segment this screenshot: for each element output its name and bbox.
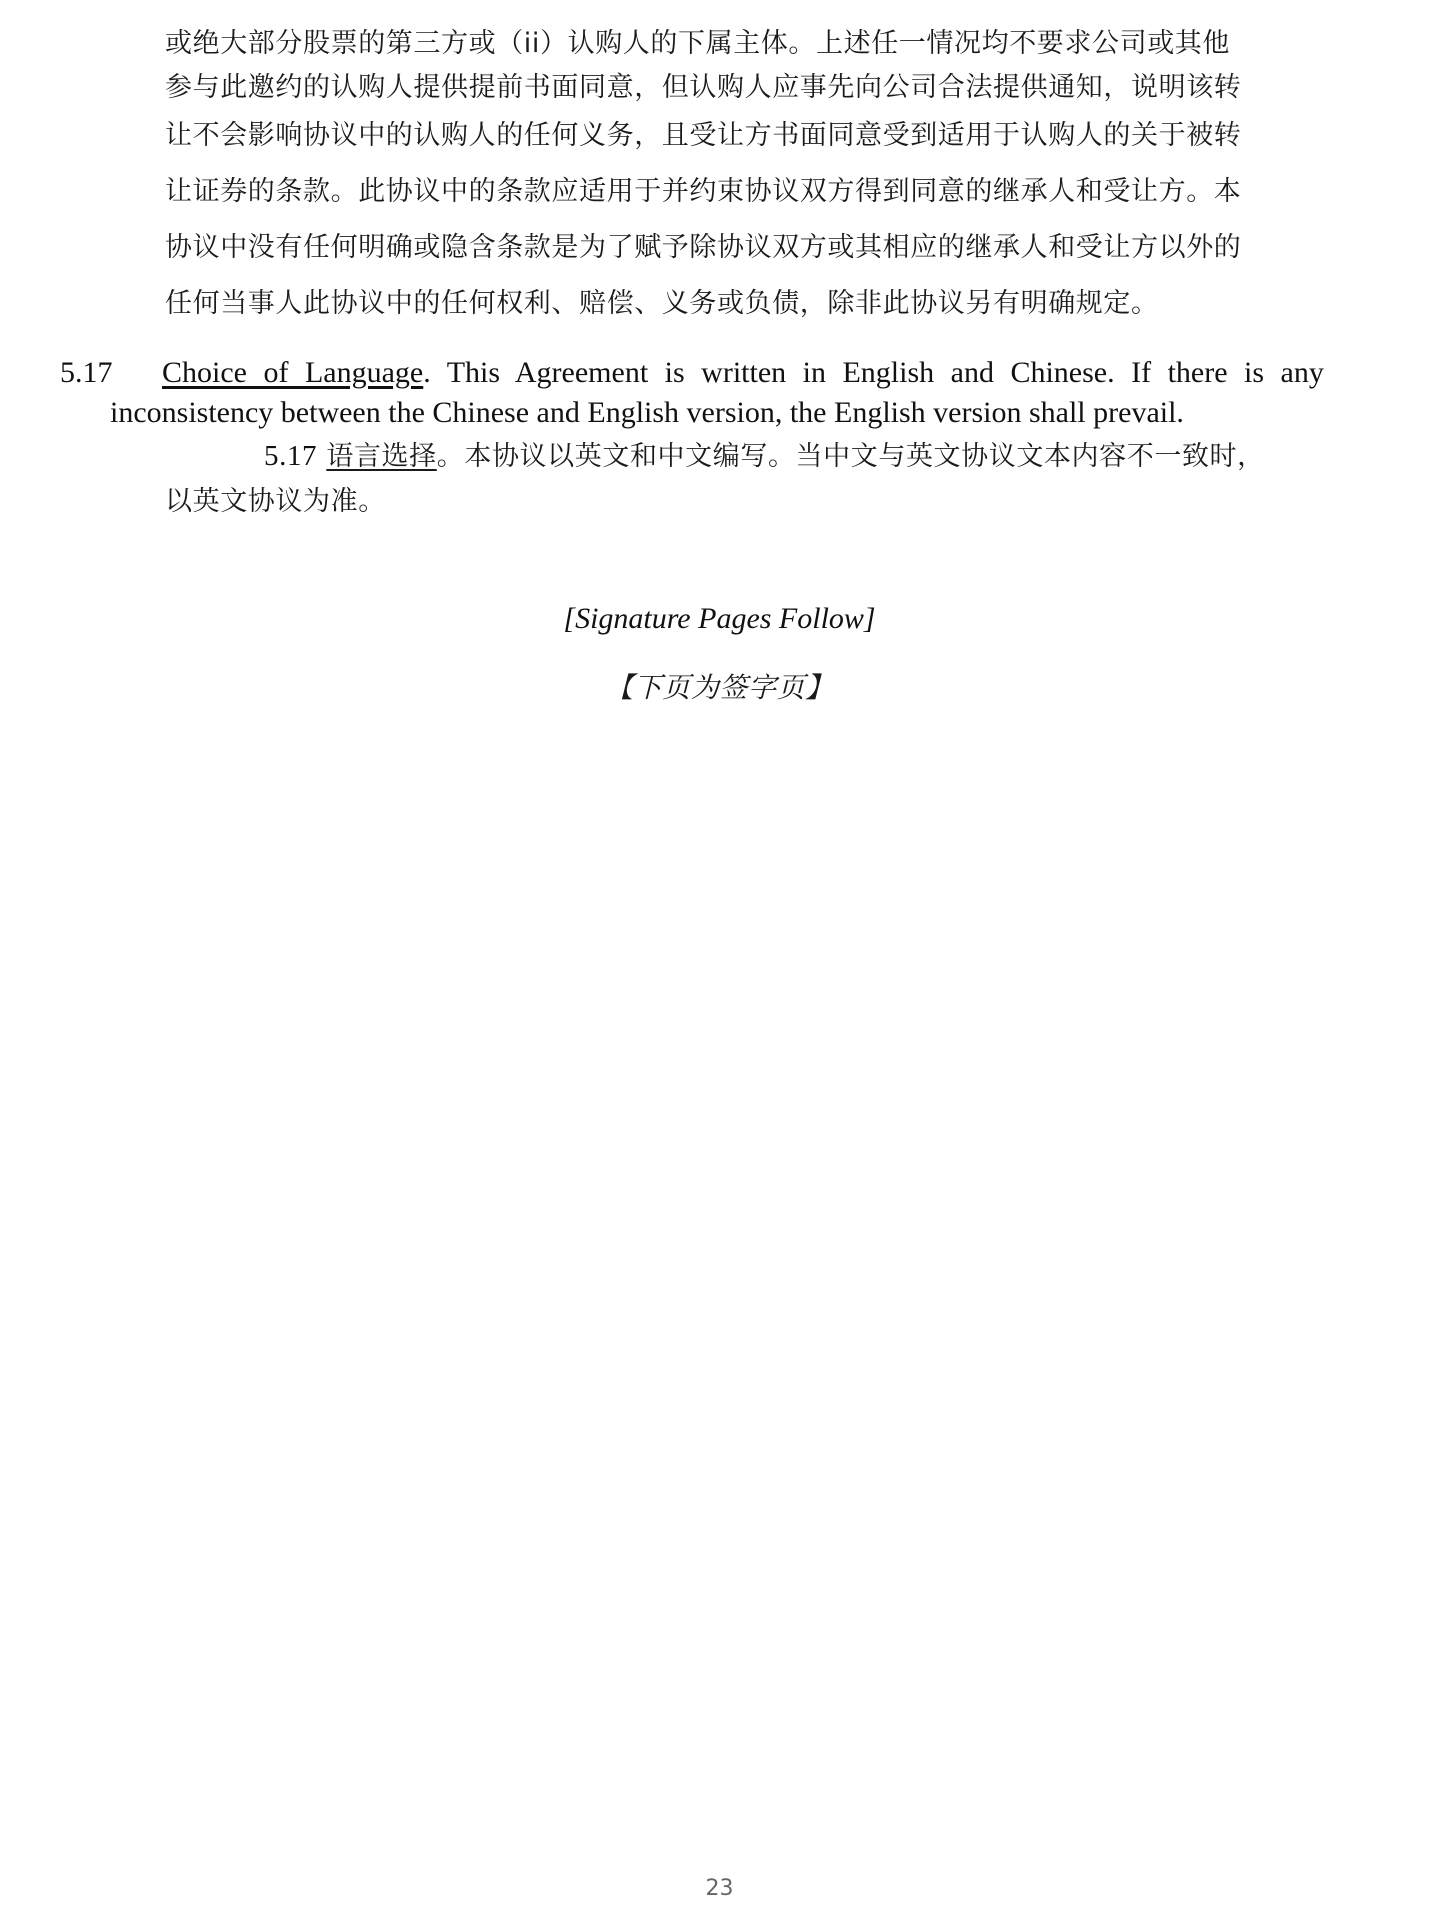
section-text: . This Agreement is written in English and Chinese. If there is any [423, 356, 1324, 389]
paragraph-line: 参与此邀约的认购人提供提前书面同意，但认购人应事先向公司合法提供通知，说明该转 [165, 72, 1242, 103]
chinese-section-text: 。本协议以英文和中文编写。当中文与英文协议文本内容不一致时， [436, 441, 1265, 472]
chinese-section-text-line: 以英文协议为准。 [165, 486, 386, 517]
section-heading-line [162, 356, 1387, 390]
chinese-section-heading: 语言选择 [326, 441, 437, 472]
section-number: 5.17 [60, 356, 113, 389]
signature-note-english: [Signature Pages Follow] [563, 602, 876, 635]
paragraph-line: 协议中没有任何明确或隐含条款是为了赋予除协议双方或其相应的继承人和受让方以外的 [165, 232, 1242, 263]
signature-note-chinese: 【下页为签字页】 [605, 671, 834, 704]
paragraph-line: 或绝大部分股票的第三方或（ii）认购人的下属主体。上述任一情况均不要求公司或其他 [165, 28, 1231, 59]
paragraph-line: 让证券的条款。此协议中的条款应适用于并约束协议双方得到同意的继承人和受让方。本 [165, 176, 1242, 207]
chinese-section-line [264, 436, 1265, 476]
section-heading: Choice of Language [162, 356, 424, 389]
chinese-section-number: 5.17 [264, 440, 318, 472]
section-text-line: inconsistency between the Chinese and English version, the English version shall prevail. [110, 396, 1184, 429]
paragraph-line: 让不会影响协议中的认购人的任何义务，且受让方书面同意受到适用于认购人的关于被转 [165, 120, 1242, 151]
paragraph-line: 任何当事人此协议中的任何权利、赔偿、义务或负债，除非此协议另有明确规定。 [165, 288, 1159, 319]
page-number: 23 [705, 1876, 734, 1901]
